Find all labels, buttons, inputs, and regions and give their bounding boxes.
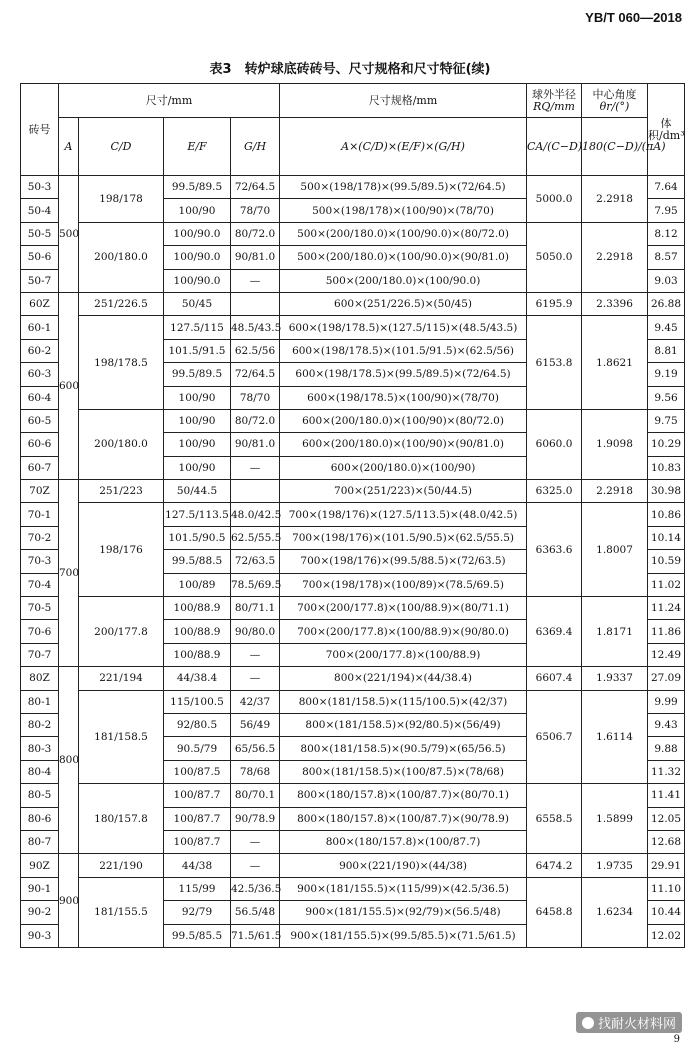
cell-GH: 80/72.0	[231, 222, 280, 245]
cell-volume: 7.95	[648, 199, 685, 222]
cell-brick-no: 80-6	[21, 807, 59, 830]
cell-spec: 500×(198/178)×(100/90)×(78/70)	[280, 199, 527, 222]
cell-angle: 1.6234	[582, 877, 648, 947]
cell-EF: 99.5/88.5	[164, 550, 231, 573]
cell-angle: 2.2918	[582, 480, 648, 503]
cell-GH: —	[231, 667, 280, 690]
cell-EF: 99.5/89.5	[164, 363, 231, 386]
cell-spec: 900×(181/155.5)×(92/79)×(56.5/48)	[280, 901, 527, 924]
cell-angle: 2.2918	[582, 176, 648, 223]
cell-spec: 900×(181/155.5)×(115/99)×(42.5/36.5)	[280, 877, 527, 900]
cell-EF: 101.5/90.5	[164, 526, 231, 549]
cell-CD: 221/194	[79, 667, 164, 690]
cell-radius: 6363.6	[527, 503, 582, 597]
cell-volume: 10.44	[648, 901, 685, 924]
cell-spec: 600×(200/180.0)×(100/90)×(80/72.0)	[280, 409, 527, 432]
col-angle	[582, 84, 648, 118]
cell-brick-no: 60-7	[21, 456, 59, 479]
cell-CD: 181/158.5	[79, 690, 164, 784]
cell-spec: 700×(198/176)×(99.5/88.5)×(72/63.5)	[280, 550, 527, 573]
col-angle-formula: 180(C−D)/(πA)	[582, 118, 648, 176]
cell-brick-no: 90-1	[21, 877, 59, 900]
cell-brick-no: 70-4	[21, 573, 59, 596]
cell-radius: 5000.0	[527, 176, 582, 223]
cell-CD: 251/223	[79, 480, 164, 503]
page-number: 9	[673, 1034, 680, 1045]
cell-EF: 90.5/79	[164, 737, 231, 760]
cell-spec: 700×(200/177.8)×(100/88.9)	[280, 643, 527, 666]
cell-brick-no: 80-4	[21, 760, 59, 783]
cell-GH: 72/64.5	[231, 176, 280, 199]
cell-volume: 12.05	[648, 807, 685, 830]
cell-spec: 800×(180/157.8)×(100/87.7)×(80/70.1)	[280, 784, 527, 807]
cell-brick-no: 80-3	[21, 737, 59, 760]
cell-GH: 42/37	[231, 690, 280, 713]
table-row	[21, 854, 685, 877]
cell-spec: 800×(180/157.8)×(100/87.7)	[280, 830, 527, 853]
cell-spec: 800×(181/158.5)×(115/100.5)×(42/37)	[280, 690, 527, 713]
cell-spec: 500×(200/180.0)×(100/90.0)×(80/72.0)	[280, 222, 527, 245]
watermark-logo-icon	[582, 1017, 594, 1029]
cell-spec: 700×(200/177.8)×(100/88.9)×(90/80.0)	[280, 620, 527, 643]
cell-spec: 900×(221/190)×(44/38)	[280, 854, 527, 877]
cell-EF: 50/45	[164, 292, 231, 315]
table-title: 表3 转炉球底砖砖号、尺寸规格和尺寸特征(续)	[209, 62, 491, 77]
cell-EF: 100/89	[164, 573, 231, 596]
table-row	[21, 480, 685, 503]
cell-spec: 600×(198/178.5)×(127.5/115)×(48.5/43.5)	[280, 316, 527, 339]
cell-EF: 101.5/91.5	[164, 339, 231, 362]
cell-radius: 5050.0	[527, 222, 582, 292]
cell-GH: —	[231, 854, 280, 877]
cell-EF: 99.5/85.5	[164, 924, 231, 947]
cell-volume: 8.81	[648, 339, 685, 362]
cell-GH: 56.5/48	[231, 901, 280, 924]
cell-radius: 6195.9	[527, 292, 582, 315]
table-row	[21, 784, 685, 807]
cell-volume: 10.14	[648, 526, 685, 549]
cell-angle: 1.8621	[582, 316, 648, 410]
cell-brick-no: 60-2	[21, 339, 59, 362]
cell-volume: 12.68	[648, 830, 685, 853]
cell-GH: 56/49	[231, 713, 280, 736]
cell-CD: 200/180.0	[79, 409, 164, 479]
cell-brick-no: 60-3	[21, 363, 59, 386]
cell-brick-no: 70-5	[21, 597, 59, 620]
cell-radius: 6607.4	[527, 667, 582, 690]
table-row	[21, 222, 685, 245]
cell-volume: 9.43	[648, 713, 685, 736]
table-row	[21, 877, 685, 900]
cell-GH: 90/81.0	[231, 246, 280, 269]
cell-GH: 90/81.0	[231, 433, 280, 456]
brick-spec-table	[20, 83, 685, 948]
cell-volume: 8.57	[648, 246, 685, 269]
cell-volume: 26.88	[648, 292, 685, 315]
cell-EF: 100/90	[164, 386, 231, 409]
cell-EF: 115/100.5	[164, 690, 231, 713]
cell-spec: 600×(198/178.5)×(101.5/91.5)×(62.5/56)	[280, 339, 527, 362]
cell-radius: 6325.0	[527, 480, 582, 503]
cell-angle: 2.3396	[582, 292, 648, 315]
cell-spec: 800×(181/158.5)×(92/80.5)×(56/49)	[280, 713, 527, 736]
cell-GH: 62.5/56	[231, 339, 280, 362]
cell-CD: 198/178	[79, 176, 164, 223]
cell-EF: 100/87.7	[164, 784, 231, 807]
cell-spec: 800×(181/158.5)×(90.5/79)×(65/56.5)	[280, 737, 527, 760]
radius-title: 球外半径	[532, 87, 577, 101]
cell-brick-no: 60Z	[21, 292, 59, 315]
cell-CD: 200/180.0	[79, 222, 164, 292]
cell-GH	[231, 480, 280, 503]
cell-brick-no: 70-1	[21, 503, 59, 526]
cell-spec: 700×(251/223)×(50/44.5)	[280, 480, 527, 503]
cell-angle: 1.6114	[582, 690, 648, 784]
cell-volume: 12.49	[648, 643, 685, 666]
cell-spec: 700×(200/177.8)×(100/88.9)×(80/71.1)	[280, 597, 527, 620]
col-radius	[527, 84, 582, 118]
cell-EF: 92/80.5	[164, 713, 231, 736]
cell-radius: 6153.8	[527, 316, 582, 410]
col-volume: 体积/dm³	[648, 84, 685, 176]
cell-spec: 600×(200/180.0)×(100/90)×(90/81.0)	[280, 433, 527, 456]
cell-spec: 600×(251/226.5)×(50/45)	[280, 292, 527, 315]
cell-brick-no: 60-5	[21, 409, 59, 432]
cell-GH: 78/70	[231, 199, 280, 222]
cell-EF: 100/90	[164, 433, 231, 456]
cell-volume: 11.86	[648, 620, 685, 643]
cell-volume: 11.41	[648, 784, 685, 807]
cell-A: 600	[59, 292, 79, 479]
cell-brick-no: 70-6	[21, 620, 59, 643]
cell-radius: 6474.2	[527, 854, 582, 877]
cell-spec: 700×(198/178)×(100/89)×(78.5/69.5)	[280, 573, 527, 596]
cell-brick-no: 80-1	[21, 690, 59, 713]
table-row	[21, 409, 685, 432]
cell-spec: 700×(198/176)×(127.5/113.5)×(48.0/42.5)	[280, 503, 527, 526]
cell-spec: 800×(181/158.5)×(100/87.5)×(78/68)	[280, 760, 527, 783]
cell-CD: 181/155.5	[79, 877, 164, 947]
cell-CD: 251/226.5	[79, 292, 164, 315]
cell-volume: 29.91	[648, 854, 685, 877]
cell-volume: 9.75	[648, 409, 685, 432]
cell-angle: 1.8007	[582, 503, 648, 597]
cell-angle: 1.9337	[582, 667, 648, 690]
cell-EF: 100/90.0	[164, 246, 231, 269]
cell-spec: 500×(198/178)×(99.5/89.5)×(72/64.5)	[280, 176, 527, 199]
cell-volume: 10.29	[648, 433, 685, 456]
cell-spec: 500×(200/180.0)×(100/90.0)×(90/81.0)	[280, 246, 527, 269]
cell-volume: 10.59	[648, 550, 685, 573]
cell-volume: 12.02	[648, 924, 685, 947]
cell-EF: 100/90	[164, 456, 231, 479]
cell-volume: 11.32	[648, 760, 685, 783]
cell-brick-no: 50-3	[21, 176, 59, 199]
table-row	[21, 667, 685, 690]
cell-volume: 27.09	[648, 667, 685, 690]
cell-EF: 100/87.7	[164, 807, 231, 830]
col-brick-no: 砖号	[21, 84, 59, 176]
cell-brick-no: 90-3	[21, 924, 59, 947]
cell-spec: 900×(181/155.5)×(99.5/85.5)×(71.5/61.5)	[280, 924, 527, 947]
radius-symbol: RQ/mm	[533, 99, 575, 113]
cell-angle: 1.9098	[582, 409, 648, 479]
cell-GH: 80/71.1	[231, 597, 280, 620]
col-A: A	[59, 118, 79, 176]
cell-GH: 48.5/43.5	[231, 316, 280, 339]
cell-GH: —	[231, 269, 280, 292]
cell-EF: 100/87.7	[164, 830, 231, 853]
cell-brick-no: 90-2	[21, 901, 59, 924]
cell-brick-no: 60-4	[21, 386, 59, 409]
cell-EF: 100/90	[164, 199, 231, 222]
cell-brick-no: 60-6	[21, 433, 59, 456]
cell-angle: 2.2918	[582, 222, 648, 292]
cell-GH	[231, 292, 280, 315]
cell-spec: 800×(221/194)×(44/38.4)	[280, 667, 527, 690]
cell-radius: 6558.5	[527, 784, 582, 854]
col-EF: E/F	[164, 118, 231, 176]
cell-GH: 78/68	[231, 760, 280, 783]
table-row	[21, 690, 685, 713]
cell-angle: 1.8171	[582, 597, 648, 667]
angle-symbol: θr/(°)	[599, 99, 630, 113]
cell-brick-no: 70-2	[21, 526, 59, 549]
cell-spec: 600×(198/178.5)×(100/90)×(78/70)	[280, 386, 527, 409]
cell-GH: 72/64.5	[231, 363, 280, 386]
table-row	[21, 176, 685, 199]
table-row	[21, 292, 685, 315]
cell-brick-no: 50-4	[21, 199, 59, 222]
cell-volume: 9.03	[648, 269, 685, 292]
cell-GH: 48.0/42.5	[231, 503, 280, 526]
watermark	[576, 1012, 682, 1033]
cell-volume: 9.99	[648, 690, 685, 713]
cell-brick-no: 50-7	[21, 269, 59, 292]
cell-GH: —	[231, 830, 280, 853]
cell-EF: 100/88.9	[164, 597, 231, 620]
cell-volume: 10.83	[648, 456, 685, 479]
cell-volume: 30.98	[648, 480, 685, 503]
cell-A: 700	[59, 480, 79, 667]
cell-GH: 72/63.5	[231, 550, 280, 573]
cell-brick-no: 70Z	[21, 480, 59, 503]
cell-volume: 7.64	[648, 176, 685, 199]
angle-title: 中心角度	[592, 87, 637, 101]
cell-volume: 9.45	[648, 316, 685, 339]
cell-brick-no: 70-3	[21, 550, 59, 573]
col-CD: C/D	[79, 118, 164, 176]
cell-GH: 90/78.9	[231, 807, 280, 830]
standard-number: YB/T 060—2018	[585, 10, 682, 25]
cell-brick-no: 80-2	[21, 713, 59, 736]
col-GH: G/H	[231, 118, 280, 176]
cell-angle: 1.5899	[582, 784, 648, 854]
cell-GH: 71.5/61.5	[231, 924, 280, 947]
cell-volume: 11.24	[648, 597, 685, 620]
cell-spec: 600×(198/178.5)×(99.5/89.5)×(72/64.5)	[280, 363, 527, 386]
cell-EF: 100/90.0	[164, 269, 231, 292]
cell-brick-no: 70-7	[21, 643, 59, 666]
cell-EF: 100/90	[164, 409, 231, 432]
cell-CD: 198/178.5	[79, 316, 164, 410]
cell-GH: 78.5/69.5	[231, 573, 280, 596]
cell-angle: 1.9735	[582, 854, 648, 877]
cell-radius: 6060.0	[527, 409, 582, 479]
cell-EF: 127.5/113.5	[164, 503, 231, 526]
cell-A: 800	[59, 667, 79, 854]
cell-CD: 180/157.8	[79, 784, 164, 854]
cell-brick-no: 80-5	[21, 784, 59, 807]
cell-A: 500	[59, 176, 79, 293]
cell-EF: 44/38	[164, 854, 231, 877]
cell-radius: 6506.7	[527, 690, 582, 784]
table-body	[21, 176, 685, 948]
cell-EF: 99.5/89.5	[164, 176, 231, 199]
cell-radius: 6458.8	[527, 877, 582, 947]
cell-EF: 44/38.4	[164, 667, 231, 690]
col-spec-group: 尺寸规格/mm	[280, 84, 527, 118]
col-radius-formula: CA/(C−D)	[527, 118, 582, 176]
cell-EF: 127.5/115	[164, 316, 231, 339]
cell-EF: 100/87.5	[164, 760, 231, 783]
cell-EF: 50/44.5	[164, 480, 231, 503]
cell-GH: —	[231, 456, 280, 479]
cell-volume: 11.02	[648, 573, 685, 596]
col-size-group: 尺寸/mm	[59, 84, 280, 118]
cell-spec: 800×(180/157.8)×(100/87.7)×(90/78.9)	[280, 807, 527, 830]
cell-GH: 78/70	[231, 386, 280, 409]
cell-EF: 100/90.0	[164, 222, 231, 245]
col-spec-formula: A×(C/D)×(E/F)×(G/H)	[280, 118, 527, 176]
cell-volume: 10.86	[648, 503, 685, 526]
cell-CD: 221/190	[79, 854, 164, 877]
cell-EF: 92/79	[164, 901, 231, 924]
cell-brick-no: 50-5	[21, 222, 59, 245]
cell-GH: 80/70.1	[231, 784, 280, 807]
cell-CD: 200/177.8	[79, 597, 164, 667]
table-row	[21, 503, 685, 526]
cell-brick-no: 60-1	[21, 316, 59, 339]
cell-volume: 11.10	[648, 877, 685, 900]
cell-brick-no: 50-6	[21, 246, 59, 269]
cell-spec: 700×(198/176)×(101.5/90.5)×(62.5/55.5)	[280, 526, 527, 549]
cell-GH: 62.5/55.5	[231, 526, 280, 549]
cell-volume: 8.12	[648, 222, 685, 245]
cell-EF: 100/88.9	[164, 620, 231, 643]
watermark-text: 找耐火材料网	[597, 1017, 676, 1032]
cell-GH: —	[231, 643, 280, 666]
cell-brick-no: 80Z	[21, 667, 59, 690]
cell-A: 900	[59, 854, 79, 948]
cell-spec: 600×(200/180.0)×(100/90)	[280, 456, 527, 479]
cell-volume: 9.88	[648, 737, 685, 760]
cell-radius: 6369.4	[527, 597, 582, 667]
cell-GH: 80/72.0	[231, 409, 280, 432]
cell-volume: 9.19	[648, 363, 685, 386]
table-row	[21, 597, 685, 620]
cell-brick-no: 80-7	[21, 830, 59, 853]
cell-EF: 100/88.9	[164, 643, 231, 666]
cell-EF: 115/99	[164, 877, 231, 900]
cell-CD: 198/176	[79, 503, 164, 597]
table-row	[21, 316, 685, 339]
cell-GH: 42.5/36.5	[231, 877, 280, 900]
cell-GH: 90/80.0	[231, 620, 280, 643]
cell-brick-no: 90Z	[21, 854, 59, 877]
cell-spec: 500×(200/180.0)×(100/90.0)	[280, 269, 527, 292]
cell-volume: 9.56	[648, 386, 685, 409]
cell-GH: 65/56.5	[231, 737, 280, 760]
